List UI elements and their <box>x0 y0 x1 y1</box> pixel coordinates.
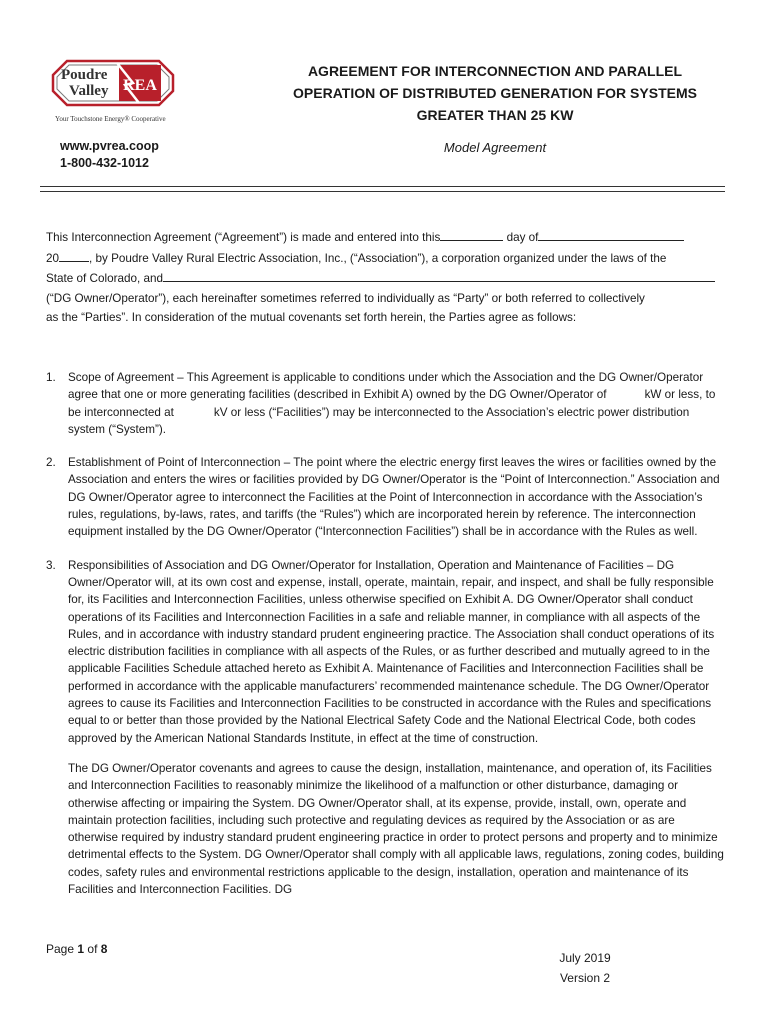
document-subtitle: Model Agreement <box>443 140 547 155</box>
section-text: Scope of Agreement – This Agreement is applicable to conditions under which the Association and the DG Owner/Operator agree that one or more generating facilities (described in Exhibit A) owned by the DG Owner/Operator of kW or less, to be interconnected at kV or less (“Facilities”) may be interconnected to the Association’s electric power distribution system (“System”). <box>68 370 716 436</box>
logo-name-line1: Poudre <box>61 67 108 83</box>
phone-number: 1-800-432-1012 <box>60 156 149 170</box>
intro-line-4: (“DG Owner/Operator”), each hereinafter sometimes referred to individually as “Party” or both referred to collectively <box>46 291 645 305</box>
intro-line-5: as the “Parties”. In consideration of the mutual covenants set forth herein, the Parties agree as follows: <box>46 311 577 325</box>
day-blank[interactable] <box>440 227 503 241</box>
intro-line-3: State of Colorado, and <box>46 268 726 289</box>
title-line-2: OPERATION OF DISTRIBUTED GENERATION FOR SYSTEMS <box>293 85 697 101</box>
section-text: Establishment of Point of Interconnection – The point where the electric energy first leaves the wires or facilities owned by the Association and enters the wires or facilities provided by DG Owner/Operator is the “Point of Interconnection.” Association and DG Owner/Operator agree to interconnect the Facilities at the Point of Interconnection in accordance with the Association’s rules, regulations, by-laws, rates, and tariffs (the “Rules”) which are incorporated herein by reference. The interconnection equipment installed by the DG Owner/Operator (“Interconnection Facilities”) shall be in accordance with the Rules as well. <box>68 456 720 539</box>
poudre-valley-rea-logo <box>47 55 177 127</box>
section-text: Responsibilities of Association and DG Owner/Operator for Installation, Operation and Maintenance of Facilities – DG Owner/Operator will, at its own cost and expense, install, operate, maintain, repair, and inspect, and shall be fully responsible for, its Facilities and Interconnection Facilities, unless otherwise specified on Exhibit A. DG Owner/Operator shall conduct operations of its Facilities and Interconnection Facilities in a safe and reliable manner, in compliance with all aspects of the Rules, and in accordance with industry standard prudent engineering practice. The Association shall conduct operations of its electric distribution facilities in compliance with all aspects of the Rules, or as further described and mutually agreed to in the applicable Facilities Schedule attached hereto as Exhibit A. Maintenance of Facilities and Interconnection Facilities shall be performed in accordance with the applicable manufacturers’ recommended maintenance schedule. The DG Owner/Operator agrees to cause its Facilities and Interconnection Facilities to be constructed in accordance with the Rules and specifications equal to or better than those provided by the National Electrical Safety Code and the National Electrical Code, both codes approved by the American National Standards Institute, in effect at the time of construction. <box>68 558 715 745</box>
footer-date: July 2019 <box>559 951 611 965</box>
section-number: 2. <box>46 456 56 470</box>
footer-version-block <box>540 948 630 988</box>
header-rule-top <box>40 186 725 187</box>
dg-owner-name-blank[interactable] <box>163 268 715 282</box>
intro-line-1: This Interconnection Agreement (“Agreement”) is made and entered into this day of <box>46 227 726 248</box>
month-blank[interactable] <box>538 227 684 241</box>
agreement-sections <box>46 369 726 898</box>
contact-block <box>60 138 159 172</box>
logo-tagline: Your Touchstone Energy® Cooperative <box>55 115 166 123</box>
website-link[interactable]: www.pvrea.coop <box>60 139 159 153</box>
title-line-3: GREATER THAN 25 KW <box>416 107 574 123</box>
title-line-1: AGREEMENT FOR INTERCONNECTION AND PARALLEL <box>307 63 683 79</box>
section-3 <box>46 557 726 899</box>
section-text-continued: The DG Owner/Operator covenants and agrees to cause the design, installation, maintenance, and operation of, its Facilities and Interconnection Facilities to reasonably minimize the likelihood of a malfunction or other disturbance, damaging or otherwise affecting or impairing the System. DG Owner/Operator shall, at its expense, provide, install, own, operate and maintain protection facilities, including such protective and regulating devices as required by the Association or as are otherwise required by industry standard prudent engineering practice in order to protect persons and property and to minimize detrimental effects to the System. DG Owner/Operator shall comply with all applicable laws, regulations, zoning codes, building codes, safety rules and environmental restrictions applicable to the design, installation, operation and maintenance of its Facilities and Interconnection Facilities. DG <box>68 761 724 896</box>
page-indicator: Page 1 of 8 <box>46 942 108 956</box>
document-title <box>270 60 720 126</box>
section-1 <box>46 369 726 438</box>
logo-name-line2: Valley <box>69 83 109 99</box>
logo-initials: REA <box>123 77 157 94</box>
footer-version: Version 2 <box>559 971 611 985</box>
intro-line-2: 20 , by Poudre Valley Rural Electric Association, Inc., (“Association”), a corporation organized under the laws of the <box>46 248 726 269</box>
section-number: 3. <box>46 558 56 572</box>
header-rule-bottom <box>40 191 725 192</box>
section-number: 1. <box>46 370 56 384</box>
agreement-body <box>46 227 726 914</box>
section-2 <box>46 454 726 540</box>
year-blank[interactable] <box>59 248 89 262</box>
